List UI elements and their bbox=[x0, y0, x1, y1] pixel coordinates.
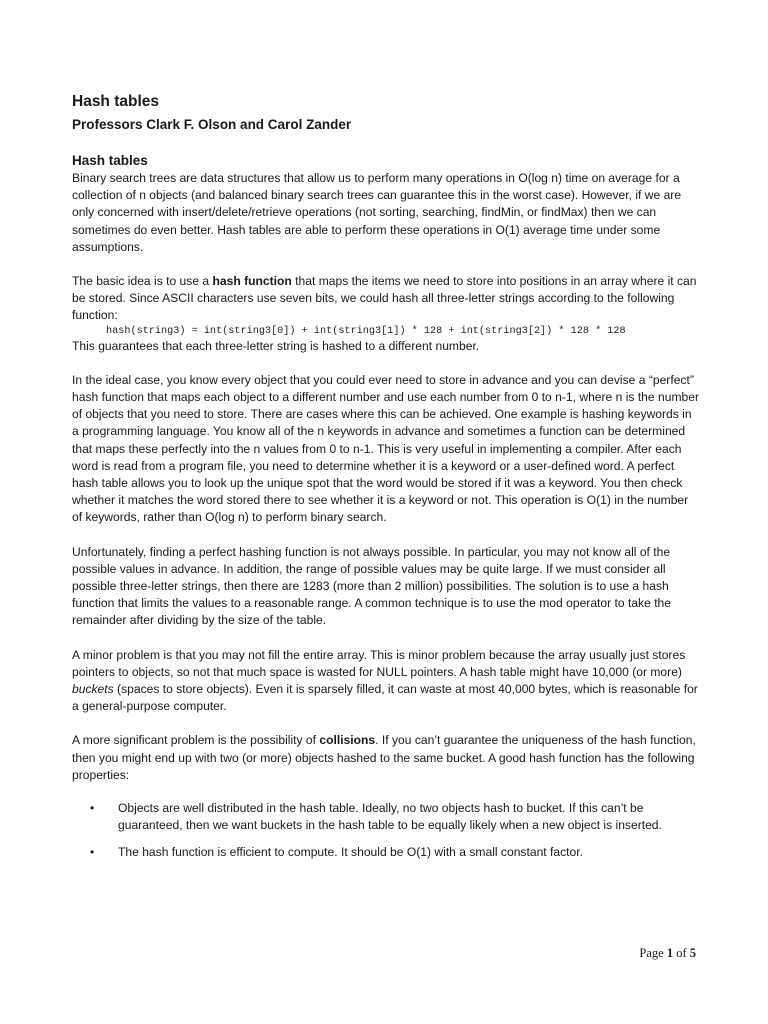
page-number bbox=[639, 946, 696, 961]
section-heading: Hash tables bbox=[72, 153, 148, 168]
list-item-text: The hash function is efficient to compute. It should be O(1) with a small constant factor. bbox=[118, 844, 583, 859]
bullet-icon: • bbox=[90, 844, 95, 859]
document-page bbox=[72, 92, 700, 870]
term-collisions: collisions bbox=[319, 733, 376, 748]
total-pages: 5 bbox=[689, 946, 696, 960]
page-word: Page bbox=[639, 946, 664, 960]
paragraph-limits: Unfortunately, finding a perfect hashing function is not always possible. In particular, you may not know all of the possible values in advance. In addition, the range of possible values may be quite large. If we must consider all possible three-letter strings, then there are 1283 (more than 2 million) possibilities. The solution is to use a hash function that limits the values to a reasonable range. A common technique is to use the mod operator to take the remainder after dividing by the size of the table. bbox=[72, 544, 672, 628]
code-hash-formula: hash(string3) = int(string3[0]) + int(string3[1]) * 128 + int(string3[2]) * 128 * 128 bbox=[106, 325, 626, 337]
paragraph-buckets bbox=[72, 647, 700, 716]
text-span: (spaces to store objects). Even it is sparsely filled, it can waste at most 40,000 bytes, which is reasonable for a general-purpose computer. bbox=[72, 682, 698, 714]
bullet-icon: • bbox=[90, 801, 95, 816]
document-authors: Professors Clark F. Olson and Carol Zander bbox=[72, 117, 352, 132]
list-item bbox=[72, 800, 700, 834]
text-span: A more significant problem is the possibility of bbox=[72, 733, 320, 748]
text-span: A minor problem is that you may not fill the entire array. This is minor problem because the array usually just stores pointers to objects, so not that much space is wasted for NULL pointers. A hash table might have 10,000 (or more) bbox=[72, 647, 686, 679]
text-span: . If you can’t guarantee the uniqueness of the hash function, then you might end up with two (or more) objects hashed to the same bucket. A good hash function has the following properties: bbox=[72, 733, 696, 782]
document-title: Hash tables bbox=[72, 93, 160, 110]
properties-list bbox=[72, 800, 700, 861]
list-item-text: Objects are well distributed in the hash table. Ideally, no two objects hash to bucket. If this can’t be guaranteed, then we want buckets in the hash table to be equally likely when a new object is inserted. bbox=[118, 801, 662, 833]
paragraph-hash-function bbox=[72, 273, 700, 325]
paragraph-collisions bbox=[72, 732, 700, 784]
of-word: of bbox=[676, 946, 687, 960]
paragraph-hash-guarantee: This guarantees that each three-letter string is hashed to a different number. bbox=[72, 338, 480, 353]
term-buckets: buckets bbox=[72, 682, 114, 697]
paragraph-perfect-hash: In the ideal case, you know every object that you could ever need to store in advance and you can devise a “perfect” hash function that maps each object to a different number and use each number from 0 to n-1, where n is the number of objects that you need to store. There are cases where this can be achieved. One example is hashing keywords in a programming language. You know all of the n keywords in advance and sometimes a function can be determined that maps these perfectly into the n values from 0 to n-1. This is very useful in implementing a compiler. After each word is read from a program file, you need to determine whether it is a keyword or a user-defined word. A perfect hash table allows you to look up the unique spot that the word would be stored if it was a keyword. You then check whether it matches the word stored there to see whether it is a keyword or not. This operation is O(1) in the number of keywords, rather than O(log n) to perform binary search. bbox=[72, 372, 700, 525]
paragraph-intro: Binary search trees are data structures that allow us to perform many operations in O(log n) time on average for a collection of n objects (and balanced binary search trees can guarantee this in the worst case). However, if we are only concerned with insert/delete/retrieve operations (not sorting, searching, findMin, or findMax) then we can sometimes do even better. Hash tables are able to perform these operations in O(1) average time under some assumptions. bbox=[72, 171, 682, 254]
current-page: 1 bbox=[666, 946, 674, 960]
text-span: The basic idea is to use a bbox=[72, 274, 213, 289]
list-item bbox=[72, 844, 700, 861]
text-span: that maps the items we need to store into positions in an array where it can be stored. Since ASCII characters use seven bits, we could hash all three-letter strings according to the following function: bbox=[72, 274, 697, 323]
term-hash-function: hash function bbox=[212, 274, 292, 289]
